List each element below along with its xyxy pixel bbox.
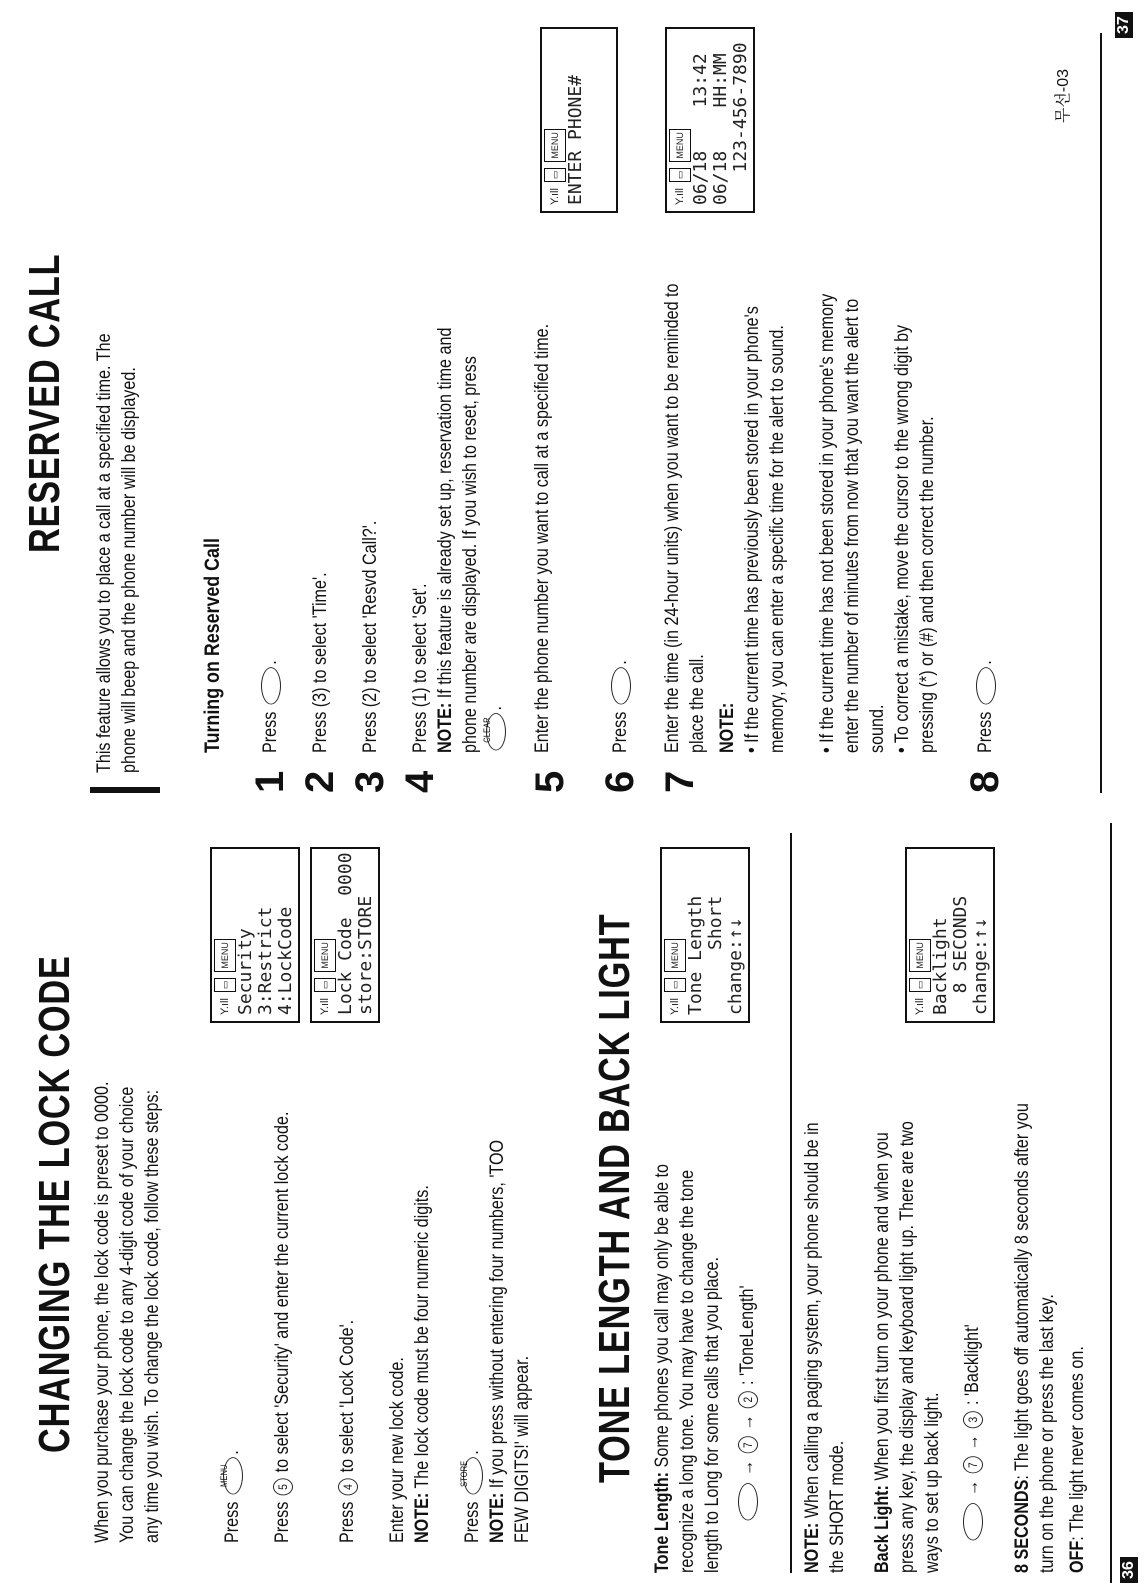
backlight-option-off: OFF: The light never comes on. [1067, 1346, 1088, 1573]
lcd-tone-length [660, 847, 750, 1023]
reserved-step-4: Press (1) to select 'Set'. [410, 583, 431, 753]
battery-icon: ▭ [909, 978, 931, 993]
key-5-icon: 5 [273, 1479, 293, 1496]
reserved-bullet-2: • If the current time has not been stored in your phone's memory enter the number of minutes from now that you want the alert to sound. [817, 293, 888, 753]
lcd-line: Lock Code 0000 [335, 852, 356, 1015]
reserved-call-title: RESERVED CALL [20, 253, 69, 553]
menu-badge-icon: MENU [909, 939, 931, 972]
lock-step-1: Press MENU . [218, 1450, 243, 1543]
step-num: 5 [528, 770, 572, 793]
reserved-subhead: Turning on Reserved Call [201, 538, 224, 753]
menu-badge-icon: MENU [544, 129, 566, 162]
backlight-text: Back Light: When you first turn on your phone and when you press any key, the display and keyboard light up. There are two ways to set up back light. [872, 1121, 943, 1573]
reserved-step-7: Enter the time (in 24-hour units) when you want to be reminded to place the call. [662, 283, 708, 753]
step-num: 1 [248, 770, 292, 793]
page-number-right: 37 [1115, 12, 1133, 38]
step-num: 3 [348, 770, 392, 793]
lock-code-intro: When you purchase your phone, the lock code is preset to 0000. You can change the lock code to any 4-digit code of your choice any time you wish. To change the lock code, follow these steps: [92, 1081, 163, 1543]
lock-code-title: CHANGING THE LOCK CODE [30, 955, 79, 1453]
lcd-line: store:STORE [355, 895, 376, 1015]
battery-icon: ▭ [669, 168, 691, 183]
reserved-bullet-3: • To correct a mistake, move the cursor to the wrong digit by pressing (*) or (#) and then correct the number. [892, 324, 938, 753]
reserved-bullet-1: • If the current time has previously been stored in your phone's memory, you can enter a specific time for the alert to sound. [742, 306, 788, 753]
battery-icon: ▭ [664, 978, 686, 993]
signal-icon: Y.ıll [674, 188, 686, 205]
lock-step-2: Press 5 to select 'Security' and enter the current lock code. [272, 1111, 293, 1543]
reserved-step-8: Press . [975, 660, 996, 753]
signal-icon: Y.ıll [669, 998, 681, 1015]
lock-step-4: Enter your new lock code. [387, 1357, 408, 1543]
menu-badge-icon: MENU [314, 939, 336, 972]
lcd-line: 06/18 13:42 [690, 53, 711, 205]
store-key-icon [976, 667, 996, 704]
menu-key-icon [261, 667, 281, 704]
menu-key-icon [963, 1503, 983, 1540]
step-num: 6 [598, 770, 642, 793]
lcd-line: 8 SECONDS [950, 895, 971, 1015]
divider [790, 833, 792, 1573]
menu-key-icon: MENU [223, 1457, 243, 1494]
key-7-icon: 7 [963, 1457, 983, 1474]
tone-sequence: → 7 → 2 : 'ToneLength' [735, 1285, 760, 1523]
lock-step-3: Press 4 to select 'Lock Code'. [337, 1319, 358, 1543]
lcd-security [210, 847, 300, 1023]
lcd-line: ENTER PHONE# [565, 74, 586, 205]
lcd-line: change:↑↓ [970, 917, 991, 1015]
lcd-reserved-time [665, 27, 755, 213]
key-4-icon: 4 [338, 1479, 358, 1496]
reserved-step-2: Press (3) to select 'Time'. [310, 572, 331, 753]
lcd-line: Backlight [930, 917, 951, 1015]
store-key-icon [611, 667, 631, 704]
tone-title: TONE LENGTH AND BACK LIGHT [590, 913, 639, 1483]
menu-badge-icon: MENU [669, 129, 691, 162]
lcd-line: 4:LockCode [275, 906, 296, 1015]
page-number-left: 36 [1120, 1557, 1138, 1583]
footer-rule [1110, 823, 1112, 1583]
signal-icon: Y.ıll [319, 998, 331, 1015]
key-7-icon: 7 [738, 1437, 758, 1454]
lcd-line: Security [235, 928, 256, 1015]
backlight-sequence: → 7 → 3 : 'Backlight' [960, 1324, 985, 1543]
battery-icon: ▭ [314, 978, 336, 993]
reserved-note-1: NOTE: If this feature is already set up, reservation time and phone number are displayed. If you wish to reset, press CLEAR . [435, 327, 506, 753]
lock-note-2: NOTE: If you press without entering four numbers, 'TOO FEW DIGITS!' will appear. [487, 1139, 533, 1543]
battery-icon: ▭ [214, 978, 236, 993]
step-num: 7 [658, 770, 702, 793]
reserved-intro: This feature allows you to place a call at a specified time. The phone will beep and the phone number will be displayed. [94, 333, 140, 773]
signal-icon: Y.ıll [549, 188, 561, 205]
store-key-icon: STORE [463, 1457, 483, 1494]
step-num: 4 [398, 770, 442, 793]
menu-badge-icon: MENU [664, 939, 686, 972]
lcd-enter-phone [540, 27, 618, 213]
backlight-option-8s: 8 SECONDS: The light goes off automatically 8 seconds after you turn on the phone or press the last key. [1012, 1103, 1058, 1573]
lock-step-5: Press STORE . [458, 1450, 483, 1543]
lcd-line: 3:Restrict [255, 906, 276, 1015]
lcd-line: Short [705, 895, 726, 1015]
reserved-step-3: Press (2) to select 'Resvd Call?'. [360, 520, 381, 753]
key-3-icon: 3 [963, 1411, 983, 1428]
step-num: 8 [963, 770, 1007, 793]
step-num: 2 [298, 770, 342, 793]
lcd-line: change:↑↓ [725, 917, 746, 1015]
key-2-icon: 2 [738, 1391, 758, 1408]
reserved-note-2-label: NOTE: [717, 702, 738, 753]
menu-badge-icon: MENU [214, 939, 236, 972]
clear-key-icon: CLEAR [486, 713, 506, 750]
menu-key-icon [738, 1483, 758, 1520]
reserved-step-1: Press . [260, 660, 281, 753]
lcd-line: 123-456-7890 [730, 42, 751, 205]
reserved-step-6: Press . [610, 660, 631, 753]
document-tag: 무선-03 [1055, 68, 1072, 123]
signal-icon: Y.ıll [219, 998, 231, 1015]
reserved-step-5: Enter the phone number you want to call at a specified time. [532, 323, 553, 753]
footer-rule [1100, 33, 1102, 793]
lock-note-1: NOTE: The lock code must be four numeric digits. [412, 1185, 433, 1543]
intro-bar [90, 787, 160, 793]
lcd-lock-code [310, 847, 380, 1023]
lcd-line: 06/18 HH:MM [710, 53, 731, 205]
lcd-line: Tone Length [685, 895, 706, 1015]
signal-icon: Y.ıll [914, 998, 926, 1015]
battery-icon: ▭ [544, 168, 566, 183]
left-page [0, 793, 1147, 1583]
tone-text: Tone Length: Some phones you call may only be able to recognize a long tone. You may have to change the tone length to Long for some calls that you place. [652, 1163, 723, 1573]
lcd-backlight [905, 847, 995, 1023]
tone-note: NOTE: When calling a paging system, your phone should be in the SHORT mode. [802, 1122, 848, 1573]
